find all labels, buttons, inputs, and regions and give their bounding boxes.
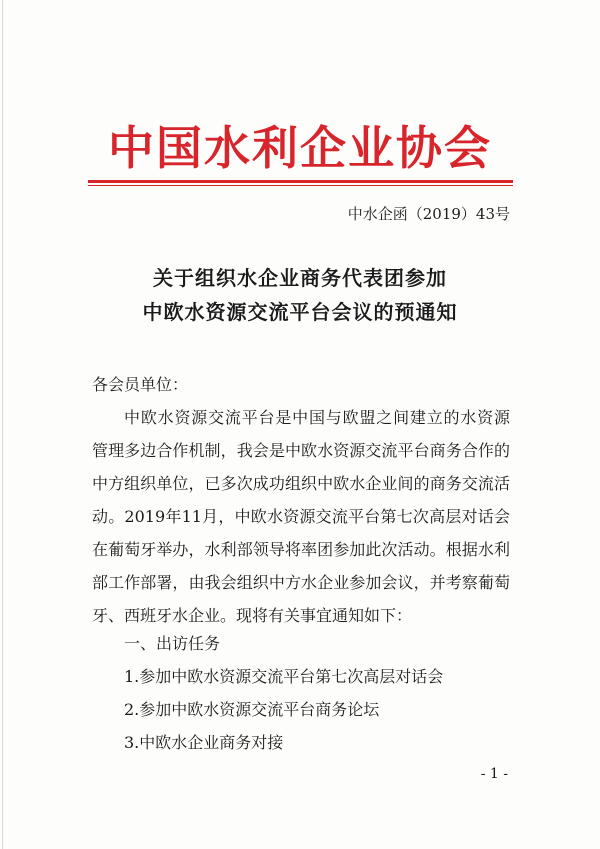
paragraph-line: 管理多边合作机制，我会是中欧水资源交流平台商务合作的	[92, 441, 510, 460]
paragraph-line: 部工作部署，由我会组织中方水企业参加会议，并考察葡萄	[92, 573, 510, 592]
header-divider-thin	[88, 185, 513, 186]
document-title-line-1: 关于组织水企业商务代表团参加	[153, 266, 447, 290]
paragraph-line: 牙、西班牙水企业。现将有关事宜通知如下：	[92, 606, 413, 625]
scan-edge-line	[2, 0, 3, 849]
paragraph-line: 动。2019年11月，中欧水资源交流平台第七次高层对话会	[92, 507, 510, 526]
list-item: 1.参加中欧水资源交流平台第七次高层对话会	[124, 667, 444, 686]
organization-header: 中国水利企业协会	[108, 121, 492, 175]
paragraph-line: 在葡萄牙举办，水利部领导将率团参加此次活动。根据水利	[92, 540, 510, 559]
section-heading: 一、出访任务	[124, 634, 221, 653]
document-number: 中水企函（2019）43号	[347, 205, 510, 223]
document-title-line-2: 中欧水资源交流平台会议的预通知	[142, 300, 458, 324]
paragraph-line: 中方组织单位，已多次成功组织中欧水企业间的商务交流活	[92, 474, 510, 493]
list-item: 3.中欧水企业商务对接	[124, 733, 284, 752]
page-number: - 1 -	[480, 766, 508, 782]
list-item: 2.参加中欧水资源交流平台商务论坛	[124, 700, 380, 719]
header-divider-thick	[88, 180, 513, 183]
paragraph-line: 中欧水资源交流平台是中国与欧盟之间建立的水资源	[124, 408, 510, 427]
salutation: 各会员单位：	[92, 375, 189, 394]
